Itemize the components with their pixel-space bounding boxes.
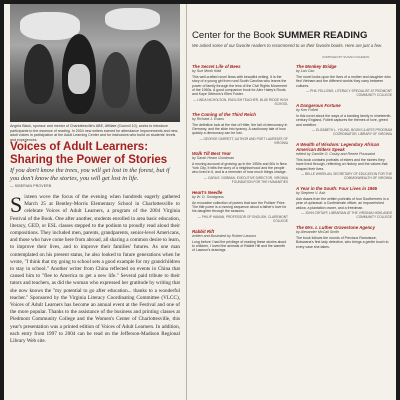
book-author: written and illustrated by Robert Lawson — [192, 234, 256, 239]
classroom-photo — [10, 4, 180, 122]
book-review: In this novel about the ways of a banking family in nineteenth-century England, Follett captures the themes of love, greed and ambition. — [296, 113, 392, 127]
book-title: The Mrs. L Luther Gravestone Agency — [296, 225, 376, 231]
book-review: The definitive look at the rise of Hitler, the fall of democracy in Germany, and the slide into tyranny. A cautionary tale of how quickly a democracy can be lost. — [192, 122, 288, 136]
book-author: by Sarah Hearn Goodman — [192, 156, 234, 161]
book-title: A Year in the South: Four Lives in 1865 — [296, 186, 378, 192]
book-author: by Ken Follett — [296, 108, 318, 113]
book-recommendation — [192, 151, 288, 184]
article-body-text: ixteen wove the focus of the evening when hundreds eagerly gathered March 25 at Bentley-Morris Elementary School in Charlottesville to celebrate Voices of Adult Learners, a program of the 2004 Virginia Festival of the Book. One after another, students enrolled in area basic education, literacy, GED, or ESL classes stepped to the podium to proudly read aloud their compositions. They included men, parents, grandparents, senior-level Americans, and those who have come here from abroad, all sharing a common desire to learn, to improve their lives, and to improve their families' futures. As one man contemplated on his present status, he also looked to future generations when he wrote, "I think that my going to school sets a good example for my grandchildren to stay in school." Another writer from China reflected on events in China that caused him to "flee to America to get a new life." Several paid tribute to their tutors and teachers, as did the woman who expressed her gratitude by writing that she now knows the "my potential to go after education... thanks to a wonderful teacher." Sponsored by the Virginia Literacy Coordinating Committee (VLCC), Voices of Adult Learners has become an annual event at the Festival and one of the more popular. Thanks to the assistance of the business and printing classes at Piedmont Community College and the Women's Center of Charlottesville, this year's presentation was a printed edition of Voices of Adult Learners. In addition, each entry from 1997 to 2004 can be read on the Jefferson-Madison Regional Library Web site. — [10, 194, 180, 345]
recommendation-column-2 — [296, 64, 392, 255]
book-recommendation — [296, 103, 392, 136]
summer-reading-intro: We asked some of our favorite readers to recommend to us their favorite books. Here are just a few. — [192, 43, 383, 48]
recommender: — LINDA NICHOLSON, ENGLISH TEACHER, BLUE RIDGE HIGH SCHOOL — [193, 97, 288, 106]
compiled-by: COMPILED BY SUSAN COLEMAN — [322, 55, 370, 59]
book-recommendation — [192, 190, 288, 223]
epigraph-attribution: — SIBERIAN PROVERB — [10, 184, 52, 188]
book-review: A moving account of growing up in the 1950s and 60s in New York City. It tells the story of a neighborhood and the people who lived in it, and is a reminder of how much things change. — [192, 161, 287, 175]
book-title: Heart's Needle — [192, 189, 223, 195]
book-title: Walk Till Best Year — [192, 150, 231, 156]
book-review: An evocative collection of poems that won the Pulitzer Prize. The title poem is a moving sequence about a father's love for his daughter through the seasons. — [192, 200, 287, 214]
book-review: Long before I had the privilege of reading these stories aloud to children, I loved the animals of Rabbit Hill and the warmth of Lawson's drawings. — [192, 239, 287, 253]
recommender: — PHILIP HAMAN, PROFESSOR OF ENGLISH, CLAREMONT COLLEGE — [197, 214, 288, 223]
book-author: by Alexander McCall Smith — [296, 230, 340, 235]
book-title: A Dangerous Fortune — [296, 103, 341, 109]
book-recommendation — [296, 225, 392, 249]
book-title: A Wealth of Wisdom: Legendary African American Elders Speak — [296, 142, 380, 153]
article-headline: Voices of Adult Learners: Sharing the Power of Stories — [10, 141, 168, 166]
recommendation-column-1 — [192, 64, 288, 259]
book-author: by Richard J. Evans — [192, 117, 224, 122]
book-recommendation — [296, 186, 392, 219]
column-divider — [186, 4, 187, 400]
book-recommendation — [296, 64, 392, 97]
book-review: Ash draws from the written portraits of four Southerners in a year of upheaval: a Confederate officer, an impoverished widow, a plantation owner, and a freedman. — [296, 197, 389, 210]
title-bold: SUMMER READING — [277, 30, 368, 41]
recommender: — JOHN CRITAFF, LIBRARIAN AT THE VIRGINIA HIGHLANDS COMMUNITY COLLEGE — [301, 211, 392, 220]
book-review: The novel looks upon the lives of a mother and daughter who fled Vietnam and the different worlds they carry between cultures. — [296, 74, 391, 88]
article-body — [10, 194, 180, 345]
recommender: — PHIL FELLOWS, LITERACY SPECIALIST AT PIEDMONT COMMUNITY COLLEGE — [306, 89, 392, 98]
book-title: The Monkey Bridge — [296, 64, 337, 69]
book-recommendation — [192, 229, 288, 253]
book-author: by Lan Cao — [296, 69, 315, 74]
recommender: — ELIZABETH L. YOUNG, BOOKS & ARTS PROGRAM COORDINATOR, LIBRARY OF VIRGINIA — [311, 128, 392, 137]
photo-caption: Angela Black, sponsor and mentor of Charlottesville's ABE, Affiliate (Council 10), works to introduce participants to the essence of reading. In 2004 new writers earned for attendance improvements and new-adult voices in participation at the Adult Learning Center and for instructors who build on students' levels and experiences. — [10, 124, 179, 142]
book-review: The book follows the rounds of Precious Ramotswe, Botswana's first lady detective, who brings a gentle touch to every case she takes. — [296, 236, 389, 249]
book-title: The Secret Life of Bees — [192, 64, 241, 69]
book-recommendation — [192, 64, 288, 106]
book-recommendation — [192, 112, 288, 145]
newsletter-page — [4, 4, 396, 400]
book-title: Rabbit Rift — [192, 228, 215, 234]
recommender: — GEORGE GARRETT, AUTHOR AND POET LAUREATE OF VIRGINIA — [199, 136, 288, 145]
book-review: This well-crafted novel flows with beautiful writing. It is the story of a young girl from rural South Carolina who learns the power of family through the lens of the Civil Rights Movement of the 1960s. A good companion book for Alex Haley's Roots and Kaye Gibbons's Ellen Foster. — [192, 74, 288, 97]
recommender: — CARA E. DOBBAN, EXECUTIVE DIRECTOR, VIRGINIA FOUNDATION FOR THE HUMANITIES — [203, 175, 288, 184]
book-review: This book contains portraits of elders and the stories they have lived through, reflecting on history and the values that shaped their lives. — [296, 158, 388, 171]
book-author: by Stephen V. Ash — [296, 191, 326, 196]
book-recommendation — [296, 142, 392, 180]
summer-reading-title — [192, 30, 367, 41]
title-prefix: Center for the Book — [192, 30, 278, 41]
book-title: The Coming of the Third Reich — [192, 111, 256, 117]
book-author: by W. D. Snodgrass — [192, 195, 224, 200]
recommender: — BELLE WHEELAN, SECRETARY OF EDUCATION FOR THE COMMONWEALTH OF VIRGINIA — [300, 172, 392, 181]
book-author: by Sue Monk Kidd — [192, 69, 222, 74]
article-epigraph: If you don't know the trees, you will get lost in the forest, but if you don't know the stories, you will get lost in life. — [10, 167, 170, 182]
book-author: edited by Camille O. Cosby and Renee Poussaint — [296, 152, 375, 157]
drop-cap: S — [10, 192, 23, 217]
